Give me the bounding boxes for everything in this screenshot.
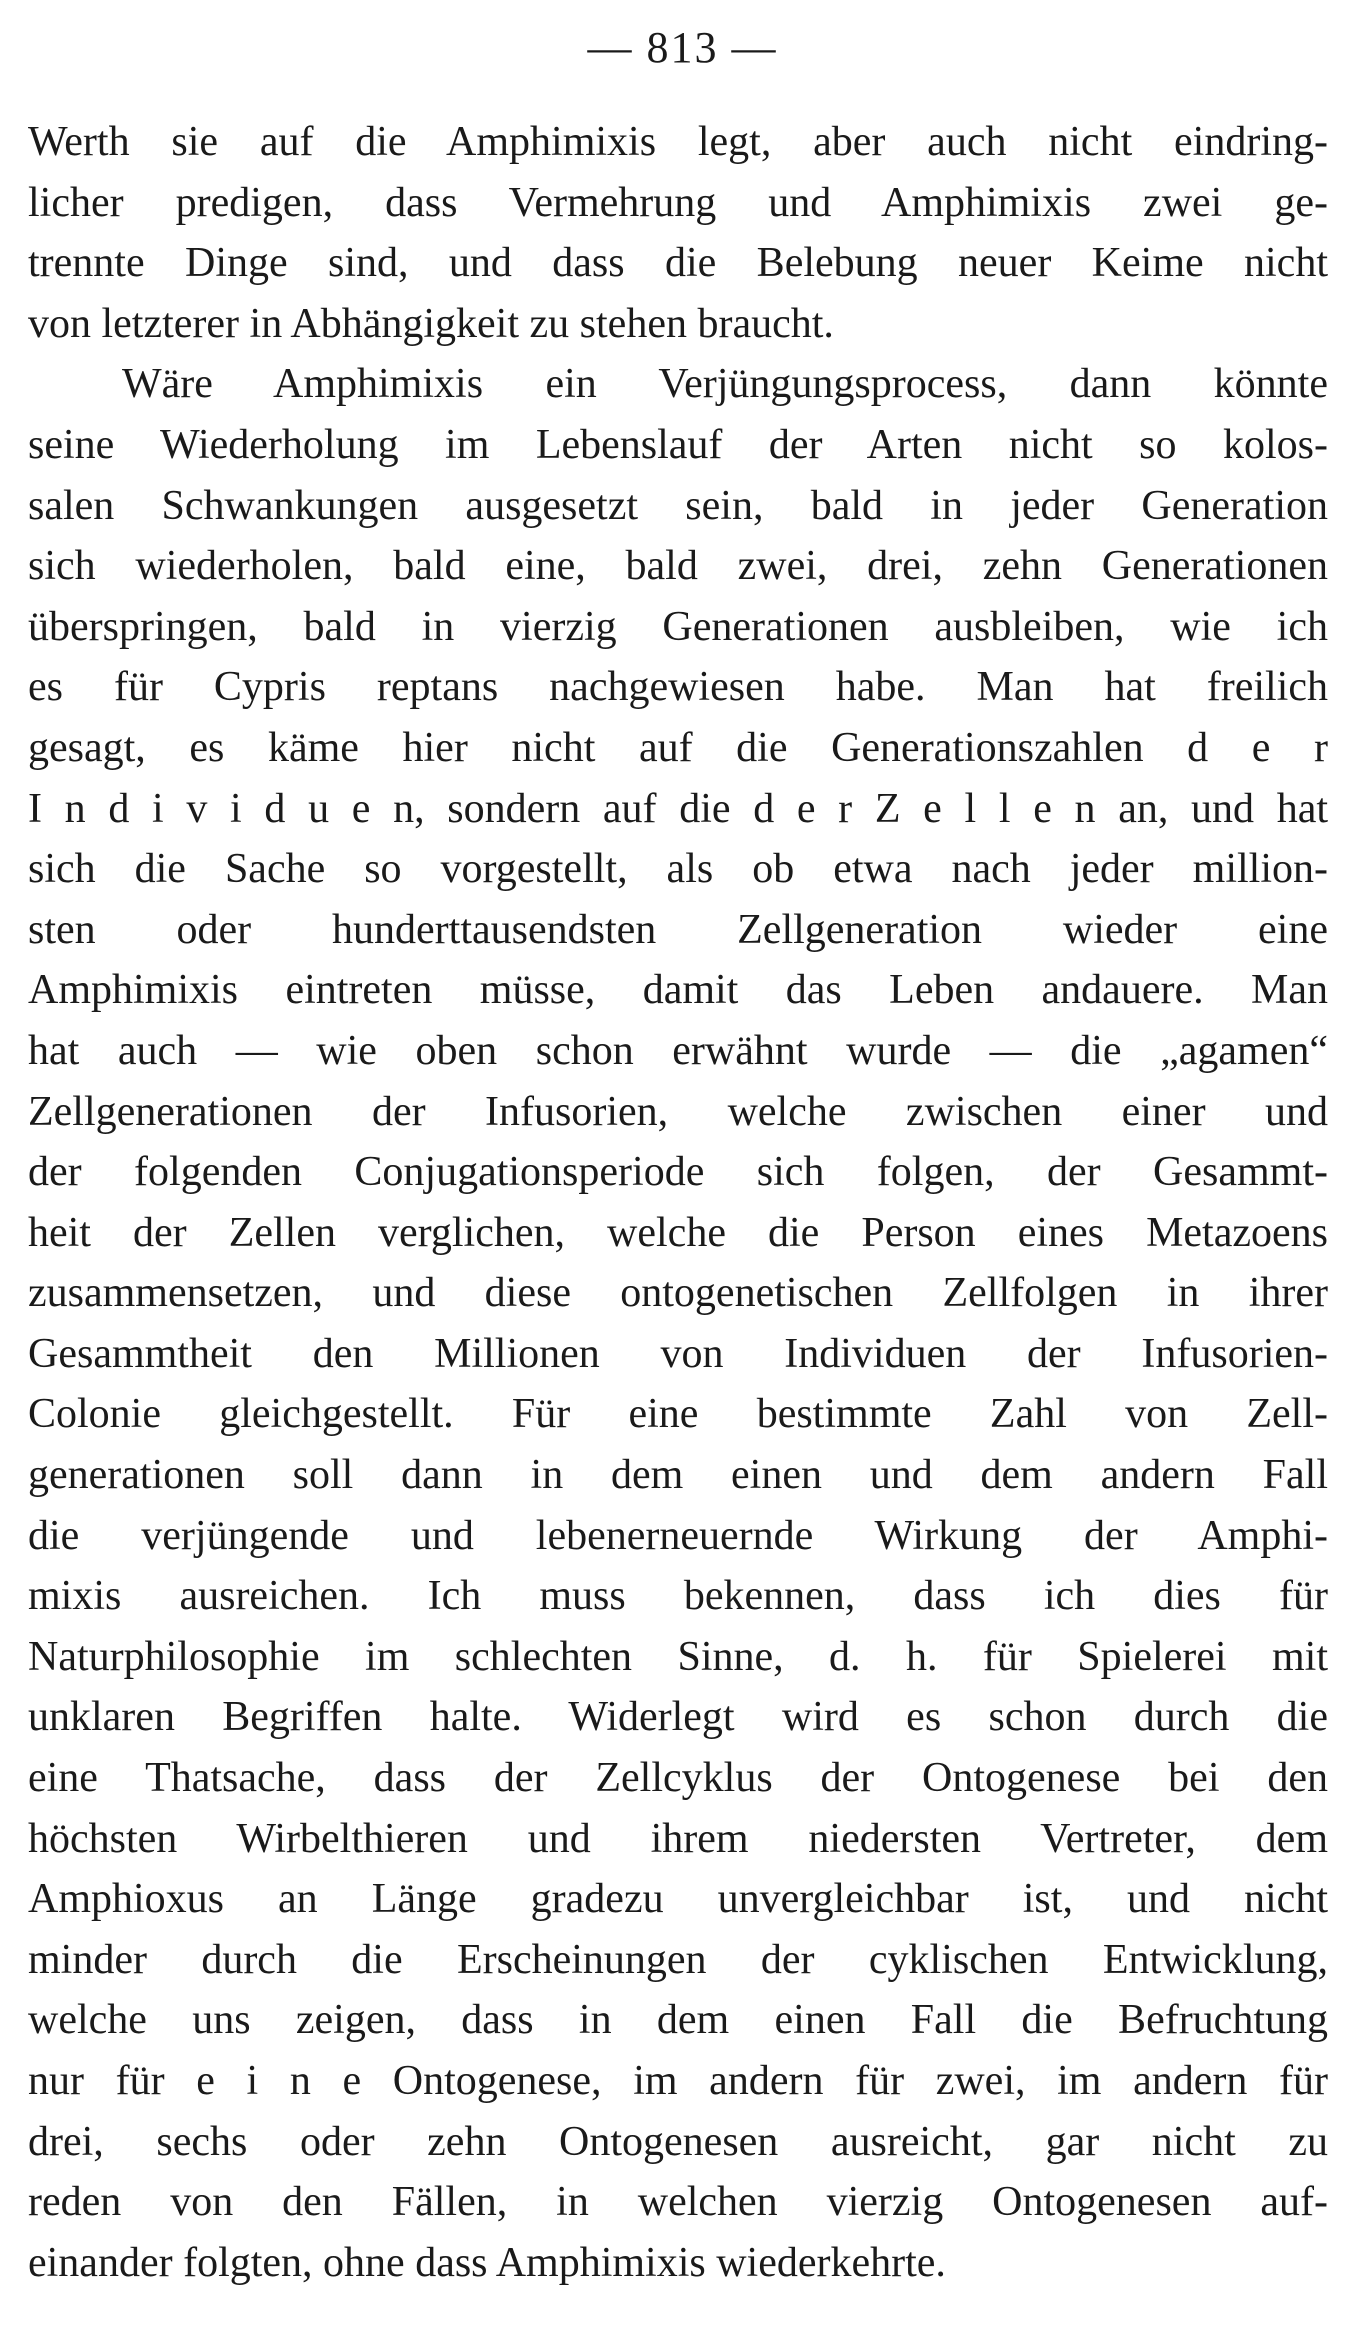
page-number: — 813 — <box>587 23 778 72</box>
text-line: eine Thatsache, dass der Zellcyklus der Ontogenese bei den <box>28 1755 1328 1802</box>
text-line: Amphimixis eintreten müsse, damit das Leben andauere. Man <box>28 967 1328 1014</box>
text-line: Zellgenerationen der Infusorien, welche zwischen einer und <box>28 1088 1328 1135</box>
text-line: höchsten Wirbelthieren und ihrem niedersten Vertreter, dem <box>28 1815 1328 1862</box>
text-line: es für Cypris reptans nachgewiesen habe. Man hat freilich <box>28 664 1328 711</box>
text-line: welche uns zeigen, dass in dem einen Fall die Befruchtung <box>28 1997 1328 2044</box>
text-line: I n d i v i d u e n, sondern auf die d e r Z e l l e n an, und hat <box>28 785 1328 832</box>
text-line: licher predigen, dass Vermehrung und Amphimixis zwei ge- <box>28 179 1328 226</box>
text-line: salen Schwankungen ausgesetzt sein, bald in jeder Generation <box>28 482 1328 529</box>
text-line: der folgenden Conjugationsperiode sich folgen, der Gesammt- <box>28 1149 1328 1196</box>
text-line: Werth sie auf die Amphimixis legt, aber auch nicht eindring- <box>28 119 1328 165</box>
text-line: sich wiederholen, bald eine, bald zwei, drei, zehn Generationen <box>28 543 1328 590</box>
text-line: mixis ausreichen. Ich muss bekennen, dass ich dies für <box>28 1573 1328 1620</box>
text-line: von letzterer in Abhängigkeit zu stehen braucht. <box>28 300 834 347</box>
text-line: hat auch — wie oben schon erwähnt wurde — die „agamen“ <box>28 1027 1328 1074</box>
text-line: trennte Dinge sind, und dass die Belebung neuer Keime nicht <box>28 240 1328 287</box>
text-line: Gesammtheit den Millionen von Individuen der Infusorien- <box>28 1330 1328 1377</box>
text-line: Colonie gleichgestellt. Für eine bestimmte Zahl von Zell- <box>28 1391 1328 1438</box>
text-line: unklaren Begriffen halte. Widerlegt wird es schon durch die <box>28 1694 1328 1741</box>
text-line: gesagt, es käme hier nicht auf die Generationszahlen d e r <box>28 724 1328 771</box>
text-line: sten oder hunderttausendsten Zellgeneration wieder eine <box>28 906 1328 953</box>
text-line: sich die Sache so vorgestellt, als ob etwa nach jeder million- <box>28 846 1328 893</box>
text-line: seine Wiederholung im Lebenslauf der Arten nicht so kolos- <box>28 421 1328 468</box>
text-line: zusammensetzen, und diese ontogenetischen Zellfolgen in ihrer <box>28 1270 1328 1317</box>
body-text <box>28 112 1328 2293</box>
text-line: nur für e i n e Ontogenese, im andern für zwei, im andern für <box>28 2058 1328 2104</box>
text-line: einander folgten, ohne dass Amphimixis wiederkehrte. <box>28 2239 946 2286</box>
text-line: Amphioxus an Länge gradezu unvergleichbar ist, und nicht <box>28 1876 1328 1923</box>
text-line: drei, sechs oder zehn Ontogenesen ausreicht, gar nicht zu <box>28 2118 1328 2165</box>
text-line: generationen soll dann in dem einen und dem andern Fall <box>28 1452 1328 1499</box>
text-line: reden von den Fällen, in welchen vierzig Ontogenesen auf- <box>28 2179 1328 2226</box>
text-line: heit der Zellen verglichen, welche die Person eines Metazoens <box>28 1209 1328 1256</box>
text-line: die verjüngende und lebenerneuernde Wirkung der Amphi- <box>28 1512 1328 1559</box>
text-line: minder durch die Erscheinungen der cyklischen Entwicklung, <box>28 1936 1328 1983</box>
text-line: Naturphilosophie im schlechten Sinne, d. h. für Spielerei mit <box>28 1633 1328 1680</box>
text-line: Wäre Amphimixis ein Verjüngungsprocess, dann könnte <box>122 361 1328 408</box>
text-line: überspringen, bald in vierzig Generationen ausbleiben, wie ich <box>28 603 1328 650</box>
